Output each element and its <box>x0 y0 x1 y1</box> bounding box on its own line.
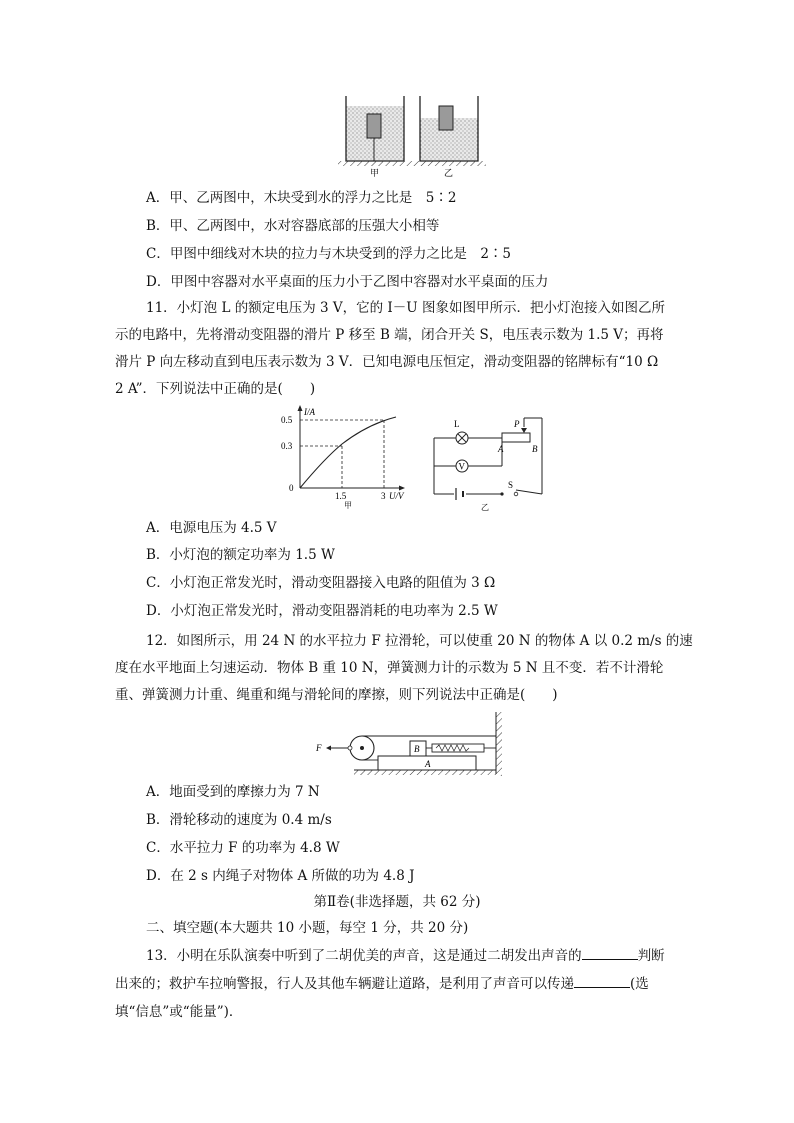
q13-line-2-text: 出来的；救护车拉响警报，行人及其他车辆避让道路，是利用了声音可以传递 <box>115 976 574 992</box>
block-a-label: A <box>425 759 431 769</box>
q13-line-2 <box>115 974 649 994</box>
q13-blank-1[interactable] <box>582 947 638 960</box>
q11-option-a: A．电源电压为 4.5 V <box>146 520 277 536</box>
container-jia <box>338 96 412 166</box>
label-jia: 甲 <box>370 168 380 178</box>
voltmeter-label: V <box>458 461 465 472</box>
q13-line-1 <box>146 946 665 966</box>
switch-s <box>514 492 518 496</box>
q12-stem-line-2: 度在水平地面上匀速运动．物体 B 重 10 N，弹簧测力计的示数为 5 N 且不变．若不计滑轮 <box>115 660 664 676</box>
q10-option-c: C．甲图中细线对木块的拉力与木块受到的浮力之比是 2∶5 <box>146 246 512 262</box>
force-f-label: F <box>316 743 322 753</box>
section-subtitle: 二、填空题(本大题共 10 小题，每空 1 分，共 20 分) <box>146 920 469 936</box>
q13-blank-2[interactable] <box>574 975 630 988</box>
q10-option-d: D．甲图中容器对水平桌面的压力小于乙图中容器对水平桌面的压力 <box>146 274 549 290</box>
y-axis-label: I/A <box>304 407 315 417</box>
q11-option-d: D．小灯泡正常发光时，滑动变阻器消耗的电功率为 2.5 W <box>146 603 498 619</box>
wood-block-jia <box>367 114 381 138</box>
q12-option-d: D．在 2 s 内绳子对物体 A 所做的功为 4.8 J <box>146 868 415 884</box>
end-a-label: A <box>498 444 504 454</box>
q11-option-c: C．小灯泡正常发光时，滑动变阻器接入电路的阻值为 3 Ω <box>146 575 496 591</box>
arrow-f <box>326 746 331 751</box>
section-title: 第Ⅱ卷(非选择题，共 62 分) <box>313 894 481 910</box>
slider-label: P <box>514 419 520 429</box>
block-b-label: B <box>414 744 420 754</box>
slider-p <box>521 428 527 433</box>
end-b-label: B <box>532 444 538 454</box>
q11-stem-line-1: 11．小灯泡 L 的额定电压为 3 V，它的 I－U 图象如图甲所示．把小灯泡接入如图乙所 <box>146 300 665 316</box>
q13-line-2-tail: (选 <box>630 976 649 992</box>
q12-option-a: A．地面受到的摩擦力为 7 N <box>146 784 320 800</box>
q12-stem-line-3: 重、弹簧测力计重、绳重和绳与滑轮间的摩擦，则下列说法中正确是( ) <box>115 687 558 703</box>
iu-curve <box>300 417 396 488</box>
switch-label: S <box>508 480 514 490</box>
q13-line-1-text: 13．小明在乐队演奏中听到了二胡优美的声音，这是通过二胡发出声音的 <box>146 948 582 964</box>
q11-iu-graph <box>280 404 420 510</box>
y-tick-0.3: 0.3 <box>281 441 293 451</box>
q12-option-c: C．水平拉力 F 的功率为 4.8 W <box>146 840 340 856</box>
q12-stem-line-1: 12．如图所示，用 24 N 的水平拉力 F 拉滑轮，可以使重 20 N 的物体 A 以 0.2 m/s 的速 <box>146 633 693 649</box>
q13-line-1-tail: 判断 <box>637 948 665 964</box>
label-yi: 乙 <box>444 168 454 178</box>
switch-blade <box>516 490 542 494</box>
q11-option-b: B．小灯泡的额定功率为 1.5 W <box>146 547 335 563</box>
q10-figure <box>332 92 492 178</box>
x-axis-label: U/V <box>389 491 404 501</box>
q11-stem-line-2: 示的电路中，先将滑动变阻器的滑片 P 移至 B 端，闭合开关 S，电压表示数为 1.5 V；再将 <box>115 327 664 343</box>
q11-circuit <box>428 410 550 514</box>
circuit-caption: 乙 <box>481 503 489 512</box>
lamp-l <box>456 432 468 444</box>
q11-stem-line-4: 2 A”．下列说法中正确的是( ) <box>115 381 316 397</box>
q11-stem-line-3: 滑片 P 向左移动直到电压表示数为 3 V．已知电源电压恒定，滑动变阻器的铭牌标有“10 Ω <box>115 354 659 370</box>
x-tick-3: 3 <box>381 491 386 501</box>
origin-label: 0 <box>289 483 294 493</box>
q10-option-a: A．甲、乙两图中，木块受到水的浮力之比是 5∶2 <box>146 190 457 206</box>
x-tick-1.5: 1.5 <box>335 491 347 501</box>
q12-option-b: B．滑轮移动的速度为 0.4 m/s <box>146 812 332 828</box>
q13-line-3: 填“信息”或“能量”)． <box>115 1004 243 1020</box>
graph-caption: 甲 <box>344 501 352 510</box>
spring-balance <box>426 744 496 752</box>
q10-option-b: B．甲、乙两图中，水对容器底部的压强大小相等 <box>146 218 440 234</box>
battery <box>456 488 463 500</box>
lamp-label: L <box>454 419 460 429</box>
q12-pulley-figure <box>314 708 506 778</box>
container-yi <box>412 96 486 166</box>
y-tick-0.5: 0.5 <box>281 415 293 425</box>
wood-block-yi <box>439 106 453 130</box>
